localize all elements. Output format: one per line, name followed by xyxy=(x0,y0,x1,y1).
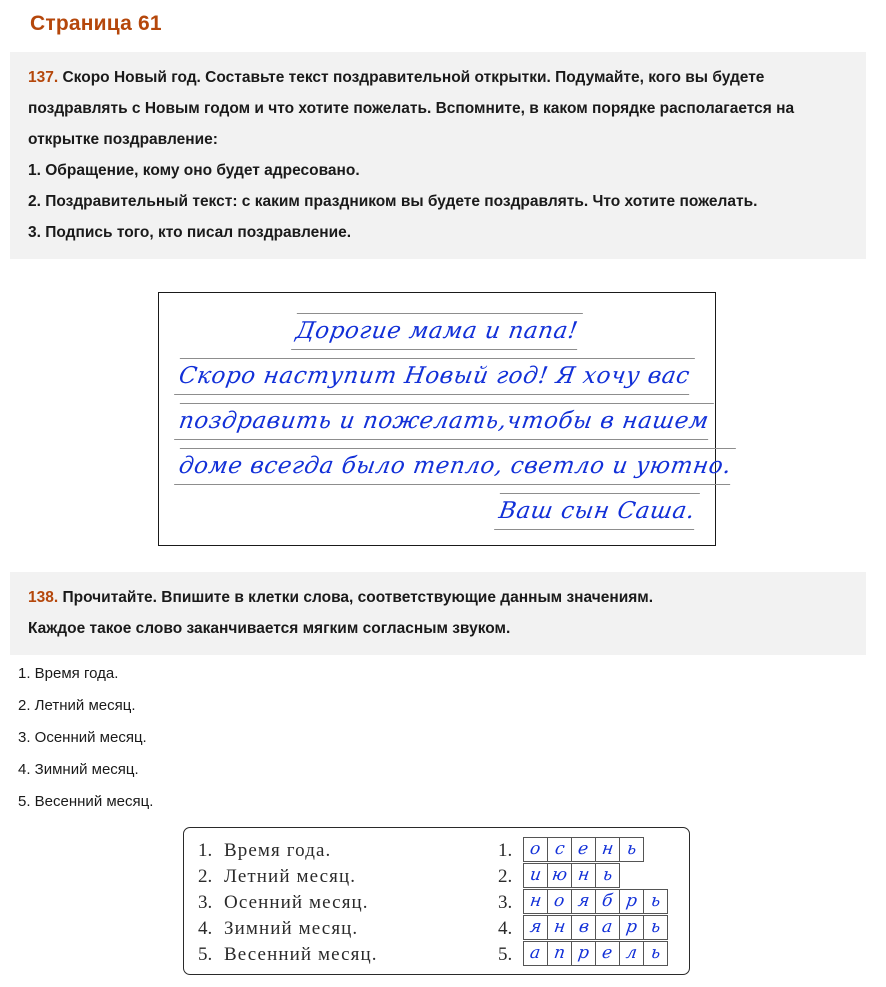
crossword-cells-row-2[interactable] xyxy=(524,864,620,888)
postcard-line-row xyxy=(177,399,711,444)
crossword-clue-row xyxy=(198,838,498,864)
postcard-line-row xyxy=(177,444,734,489)
crossword-clue-column xyxy=(198,836,498,966)
crossword-cell[interactable]: ь xyxy=(643,941,668,966)
crossword-clue-row xyxy=(198,890,498,916)
crossword-cell[interactable]: ь xyxy=(643,915,668,940)
crossword-clue-number: 5. xyxy=(198,944,213,965)
exercise-137-number: 137. xyxy=(28,69,59,86)
list-item: 5. Весенний месяц. xyxy=(18,793,154,810)
crossword-cell[interactable]: и xyxy=(523,863,548,888)
exercise-137-paragraph-4: 3. Подпись того, кто писал поздравление. xyxy=(28,224,352,241)
crossword-cell[interactable]: а xyxy=(595,915,620,940)
list-item: 2. Летний месяц. xyxy=(18,697,136,714)
list-item: 3. Осенний месяц. xyxy=(18,729,147,746)
crossword-cell[interactable]: с xyxy=(547,837,572,862)
crossword-cell[interactable]: р xyxy=(619,915,644,940)
crossword-cell[interactable]: ь xyxy=(619,837,644,862)
crossword-cells-row-1[interactable] xyxy=(524,838,644,862)
exercise-138-block xyxy=(10,572,866,655)
crossword-cell[interactable]: я xyxy=(523,915,548,940)
postcard-line-row xyxy=(177,309,697,354)
postcard-answer-box xyxy=(158,292,734,546)
crossword-clue-number: 1. xyxy=(198,840,213,861)
crossword-cell[interactable]: н xyxy=(547,915,572,940)
crossword-cell[interactable]: р xyxy=(619,889,644,914)
exercise-138-clue-list xyxy=(18,658,518,818)
crossword-clue-text: Летний месяц. xyxy=(224,866,357,887)
exercise-137-block xyxy=(10,52,866,259)
postcard-handwritten-line-3: поздравить и пожелать,чтобы в нашем xyxy=(174,403,714,440)
crossword-cell[interactable]: р xyxy=(571,941,596,966)
crossword-row-number: 2. xyxy=(498,866,513,887)
crossword-cells-row-3[interactable] xyxy=(524,890,668,914)
crossword-cell[interactable]: е xyxy=(571,837,596,862)
postcard-line-row xyxy=(177,354,697,399)
crossword-row-number: 1. xyxy=(498,840,513,861)
list-item: 1. Время года. xyxy=(18,665,119,682)
crossword-clue-row xyxy=(198,942,498,968)
crossword-cell[interactable]: н xyxy=(571,863,596,888)
crossword-row-number: 3. xyxy=(498,892,513,913)
crossword-row-number: 4. xyxy=(498,918,513,939)
crossword-grid-row xyxy=(498,942,679,968)
crossword-grid-row xyxy=(498,916,679,942)
crossword-cell[interactable]: я xyxy=(571,889,596,914)
crossword-grid-row xyxy=(498,864,679,890)
crossword-cell[interactable]: л xyxy=(619,941,644,966)
crossword-clue-number: 3. xyxy=(198,892,213,913)
crossword-clue-text: Осенний месяц. xyxy=(224,892,369,913)
crossword-cell[interactable]: ь xyxy=(643,889,668,914)
crossword-cell[interactable]: п xyxy=(547,941,572,966)
crossword-grid xyxy=(498,836,679,966)
crossword-cell[interactable]: о xyxy=(523,837,548,862)
page-title: Страница 61 xyxy=(30,12,162,35)
crossword-cell[interactable]: н xyxy=(595,837,620,862)
exercise-138-text-1: Прочитайте. Впишите в клетки слова, соответствующие данным значениям. xyxy=(62,589,654,606)
exercise-138-paragraph-1 xyxy=(28,582,848,613)
postcard-handwritten-line-5: Ваш сын Саша. xyxy=(494,493,700,530)
crossword-clue-text: Весенний месяц. xyxy=(224,944,378,965)
postcard-handwritten-line-1: Дорогие мама и папа! xyxy=(291,313,583,350)
crossword-cell[interactable]: н xyxy=(523,889,548,914)
list-item: 4. Зимний месяц. xyxy=(18,761,139,778)
crossword-clue-row xyxy=(198,916,498,942)
crossword-cell[interactable]: б xyxy=(595,889,620,914)
crossword-clue-number: 4. xyxy=(198,918,213,939)
crossword-cell[interactable]: а xyxy=(523,941,548,966)
postcard-handwritten-line-2: Скоро наступит Новый год! Я хочу вас xyxy=(174,358,695,395)
crossword-cell[interactable]: ю xyxy=(547,863,572,888)
exercise-137-paragraph-1 xyxy=(28,62,848,155)
exercise-138-paragraph-2: Каждое такое слово заканчивается мягким согласным звуком. xyxy=(28,620,511,637)
exercise-137-text-1: Скоро Новый год. Составьте текст поздравительной открытки. Подумайте, кого вы будете поздравлять с Новым годом и что хотите пожелать. Вспомните, в каком порядке располагается на открытке поздравление: xyxy=(28,69,795,148)
crossword-clue-text: Зимний месяц. xyxy=(224,918,359,939)
crossword-answer-box xyxy=(183,827,690,975)
crossword-clue-text: Время года. xyxy=(224,840,332,861)
crossword-cells-row-5[interactable] xyxy=(524,942,668,966)
crossword-clue-number: 2. xyxy=(198,866,213,887)
crossword-row-number: 5. xyxy=(498,944,513,965)
exercise-137-paragraph-3: 2. Поздравительный текст: с каким праздником вы будете поздравлять. Что хотите пожелать. xyxy=(28,193,758,210)
exercise-138-number: 138. xyxy=(28,589,59,606)
crossword-cell[interactable]: о xyxy=(547,889,572,914)
postcard-handwritten-line-4: доме всегда было тепло, светло и уютно. xyxy=(174,448,736,485)
crossword-clue-row xyxy=(198,864,498,890)
postcard-line-row xyxy=(177,489,697,534)
crossword-cell[interactable]: в xyxy=(571,915,596,940)
crossword-grid-row xyxy=(498,890,679,916)
crossword-grid-row xyxy=(498,838,679,864)
crossword-cell[interactable]: ь xyxy=(595,863,620,888)
exercise-137-paragraph-2: 1. Обращение, кому оно будет адресовано. xyxy=(28,162,360,179)
crossword-cell[interactable]: е xyxy=(595,941,620,966)
crossword-cells-row-4[interactable] xyxy=(524,916,668,940)
